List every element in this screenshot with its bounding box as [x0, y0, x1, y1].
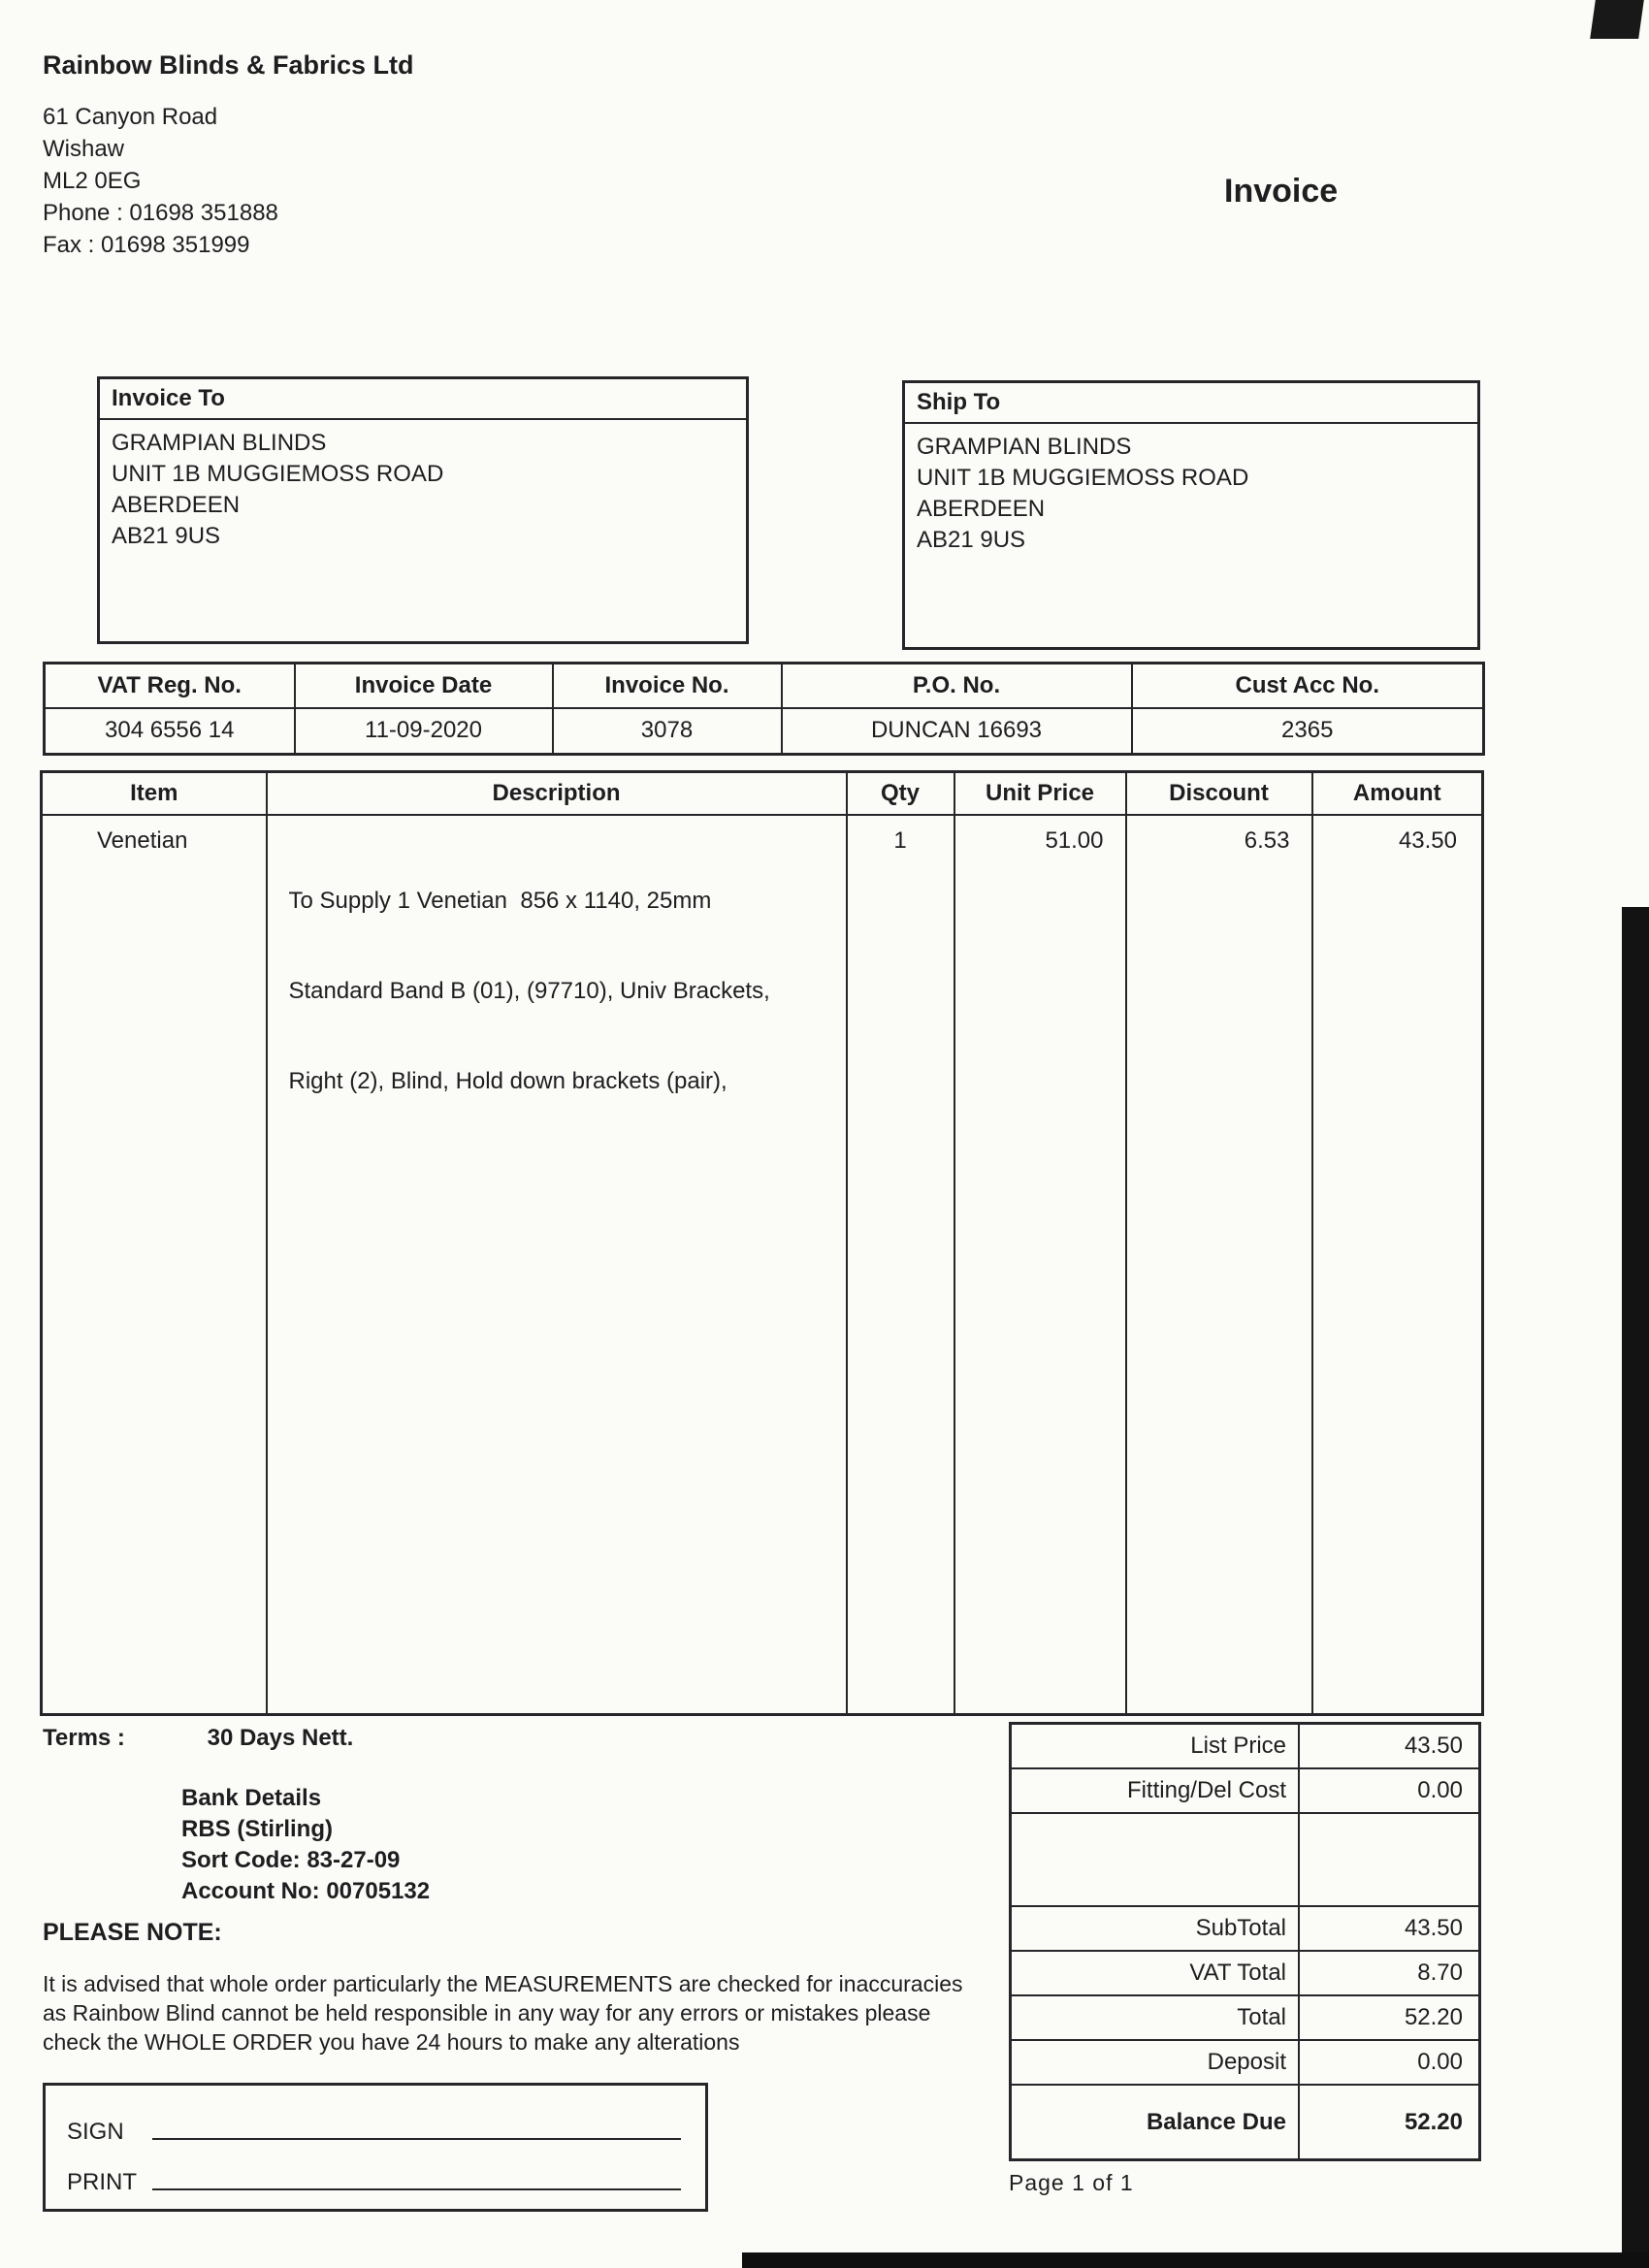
- invoice-title: Invoice: [1224, 173, 1339, 210]
- print-line: [152, 2188, 681, 2190]
- invoice-to-address: [100, 420, 746, 552]
- page-number: Page 1 of 1: [1009, 2170, 1134, 2195]
- sign-label: SIGN: [67, 2119, 124, 2145]
- description-cell: [267, 815, 847, 1715]
- discount-header: Discount: [1126, 772, 1312, 815]
- invoice-to-line: GRAMPIAN BLINDS: [112, 430, 327, 456]
- vat-reg-value: 304 6556 14: [45, 708, 295, 755]
- company-phone: Phone : 01698 351888: [43, 200, 278, 226]
- totals-row-subtotal: [1012, 1907, 1478, 1952]
- info-value-row: [45, 708, 1484, 755]
- totals-value: 43.50: [1298, 1725, 1478, 1767]
- terms-value: 30 Days Nett.: [207, 1725, 354, 1751]
- company-address: [43, 101, 278, 261]
- invoice-date-value: 11-09-2020: [295, 708, 553, 755]
- invoice-date-header: Invoice Date: [295, 664, 553, 708]
- totals-row-deposit: [1012, 2041, 1478, 2086]
- qty-cell: 1: [847, 815, 954, 1715]
- invoice-to-box: [97, 376, 749, 644]
- company-address-line: Wishaw: [43, 136, 125, 162]
- totals-row-balance-due: [1012, 2086, 1478, 2158]
- unit-price-header: Unit Price: [954, 772, 1126, 815]
- signature-box: [43, 2083, 708, 2212]
- totals-box: [1009, 1722, 1481, 2161]
- totals-label: Deposit: [1207, 2049, 1286, 2075]
- company-fax: Fax : 01698 351999: [43, 232, 250, 258]
- po-no-header: P.O. No.: [782, 664, 1132, 708]
- totals-value: 52.20: [1298, 2086, 1478, 2158]
- sign-line: [152, 2138, 681, 2140]
- ship-to-heading: Ship To: [905, 383, 1477, 424]
- invoice-no-header: Invoice No.: [553, 664, 782, 708]
- table-row: [42, 815, 1483, 1715]
- totals-value: 43.50: [1298, 1907, 1478, 1950]
- sign-row: [67, 2097, 681, 2148]
- description-line: Right (2), Blind, Hold down brackets (pair),: [288, 1067, 728, 1094]
- totals-value: 8.70: [1298, 1952, 1478, 1994]
- ship-to-line: UNIT 1B MUGGIEMOSS ROAD: [917, 465, 1249, 491]
- item-header: Item: [42, 772, 267, 815]
- terms-row: [43, 1725, 353, 1752]
- description-line: Standard Band B (01), (97710), Univ Brackets,: [288, 977, 770, 1004]
- invoice-no-value: 3078: [553, 708, 782, 755]
- totals-row-fitting-del-cost: [1012, 1769, 1478, 1814]
- ship-to-line: AB21 9US: [917, 527, 1026, 553]
- totals-row-vat-total: [1012, 1952, 1478, 1996]
- scan-edge-bottom: [742, 2252, 1649, 2268]
- scan-edge-top-right: [1590, 0, 1644, 39]
- bank-sort-code: Sort Code: 83-27-09: [181, 1847, 401, 1873]
- description-line: To Supply 1 Venetian 856 x 1140, 25mm: [288, 887, 712, 914]
- qty-header: Qty: [847, 772, 954, 815]
- totals-label: List Price: [1190, 1733, 1286, 1759]
- description-header: Description: [267, 772, 847, 815]
- ship-to-line: GRAMPIAN BLINDS: [917, 434, 1132, 460]
- please-note-body: It is advised that whole order particularly the MEASUREMENTS are checked for inaccuracies as Rainbow Blind cannot be held responsible in any way for any errors or mistakes please check the WHOLE ORDER you have 24 hours to make any alterations: [43, 1971, 963, 2055]
- print-label: PRINT: [67, 2169, 137, 2195]
- info-header-row: [45, 664, 1484, 708]
- totals-row-total: [1012, 1996, 1478, 2041]
- terms-label: Terms :: [43, 1725, 125, 1751]
- ship-to-line: ABERDEEN: [917, 496, 1046, 522]
- print-row: [67, 2148, 681, 2198]
- bank-details: [181, 1783, 430, 1907]
- company-name: Rainbow Blinds & Fabrics Ltd: [43, 50, 414, 80]
- totals-value: 0.00: [1298, 1769, 1478, 1812]
- ship-to-address: [905, 424, 1477, 556]
- company-address-line: 61 Canyon Road: [43, 104, 218, 130]
- totals-label: Total: [1237, 2004, 1286, 2030]
- cust-acc-header: Cust Acc No.: [1132, 664, 1484, 708]
- discount-cell: 6.53: [1126, 815, 1312, 1715]
- invoice-to-line: ABERDEEN: [112, 492, 241, 518]
- company-address-line: ML2 0EG: [43, 168, 142, 194]
- items-header-row: [42, 772, 1483, 815]
- unit-price-cell: 51.00: [954, 815, 1126, 1715]
- vat-reg-header: VAT Reg. No.: [45, 664, 295, 708]
- totals-value: 0.00: [1298, 2041, 1478, 2084]
- invoice-info-table: [43, 662, 1485, 756]
- cust-acc-value: 2365: [1132, 708, 1484, 755]
- bank-name: RBS (Stirling): [181, 1816, 333, 1842]
- totals-row-list-price: [1012, 1725, 1478, 1769]
- item-cell: Venetian: [42, 815, 267, 1715]
- line-items-table: [40, 770, 1484, 1716]
- totals-value: 52.20: [1298, 1996, 1478, 2039]
- totals-label: Balance Due: [1146, 2108, 1286, 2135]
- scan-edge-right: [1622, 907, 1649, 2268]
- amount-cell: 43.50: [1312, 815, 1483, 1715]
- please-note-heading: PLEASE NOTE:: [43, 1919, 222, 1946]
- invoice-to-heading: Invoice To: [100, 379, 746, 420]
- totals-label: VAT Total: [1189, 1960, 1286, 1986]
- bank-account-no: Account No: 00705132: [181, 1878, 431, 1904]
- po-no-value: DUNCAN 16693: [782, 708, 1132, 755]
- invoice-to-line: AB21 9US: [112, 523, 221, 549]
- totals-label: SubTotal: [1195, 1915, 1286, 1941]
- amount-header: Amount: [1312, 772, 1483, 815]
- invoice-to-line: UNIT 1B MUGGIEMOSS ROAD: [112, 461, 444, 487]
- totals-label: Fitting/Del Cost: [1126, 1777, 1286, 1803]
- totals-spacer: [1012, 1814, 1478, 1907]
- ship-to-box: [902, 380, 1480, 650]
- bank-details-heading: Bank Details: [181, 1785, 322, 1811]
